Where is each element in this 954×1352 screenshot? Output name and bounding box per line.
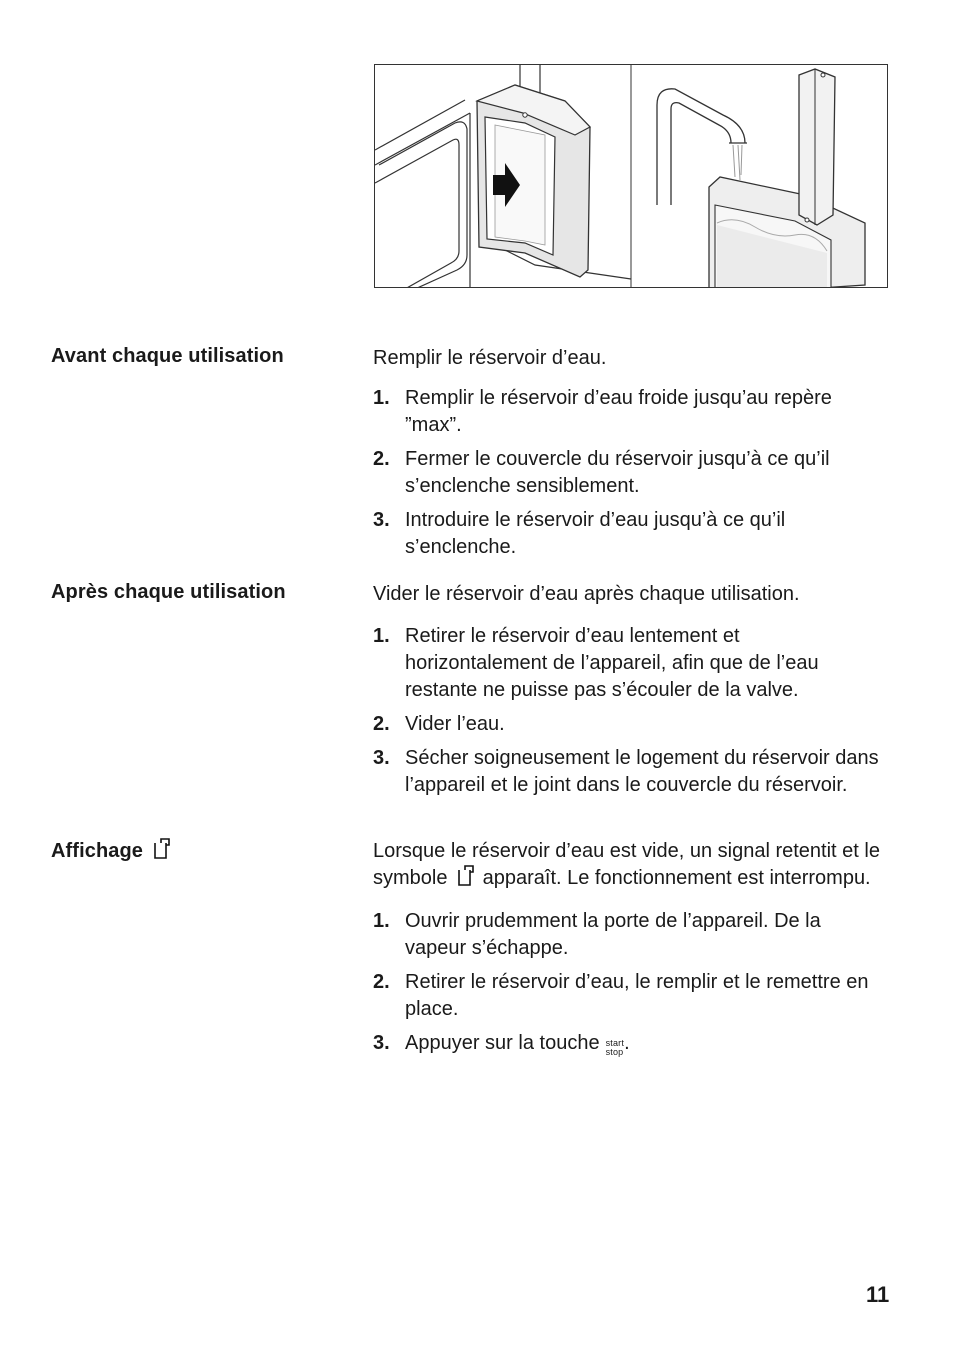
- step-text: Introduire le réservoir d’eau jusqu’à ce qu’il s’enclenche.: [405, 509, 786, 558]
- section-intro: Vider le réservoir d’eau après chaque utilisation.: [373, 583, 800, 605]
- step-number: 1.: [373, 910, 390, 932]
- step-number: 3.: [373, 747, 390, 769]
- water-tank-icon: [153, 838, 171, 866]
- section-content: [373, 581, 893, 799]
- section-label-text: Affichage: [51, 840, 144, 862]
- step-text: Appuyer sur la touche: [405, 1032, 600, 1054]
- list-item: [373, 711, 893, 738]
- step-number: 1.: [373, 387, 390, 409]
- intro-text-before: Lorsque le réservoir d’eau est vide, un signal retentit et le symbole: [373, 840, 880, 889]
- water-tank-illustration: [375, 65, 888, 288]
- list-item: [373, 1030, 893, 1057]
- section-content: [373, 345, 893, 561]
- section-intro: Remplir le réservoir d’eau.: [373, 347, 607, 369]
- section-label: Avant chaque utilisation: [51, 345, 284, 367]
- list-item: [373, 507, 845, 561]
- step-text: Fermer le couvercle du réservoir jusqu’à ce qu’il s’enclenche sensiblement.: [405, 448, 830, 497]
- step-text: Sécher soigneusement le logement du réservoir dans l’appareil et le joint dans le couvercle du réservoir.: [405, 747, 879, 796]
- step-number: 2.: [373, 713, 390, 735]
- step-text: Vider l’eau.: [405, 713, 505, 735]
- step-suffix: .: [624, 1032, 630, 1054]
- steps-list: [373, 623, 893, 799]
- section-content: [373, 838, 893, 1057]
- list-item: [373, 745, 883, 799]
- step-number: 2.: [373, 448, 390, 470]
- intro-text-after: apparaît. Le fonctionnement est interrompu.: [482, 867, 871, 889]
- step-text: Retirer le réservoir d’eau lentement et horizontalement de l’appareil, afin que de l’eau restante ne puisse pas s’écouler de la valve.: [405, 625, 819, 701]
- section-label: [51, 838, 171, 866]
- start-stop-icon: [606, 1039, 625, 1057]
- water-tank-icon: [457, 865, 475, 895]
- list-item: [373, 623, 883, 704]
- steps-list: [373, 385, 893, 561]
- start-label: start: [605, 1038, 625, 1048]
- steps-list: [373, 908, 893, 1057]
- list-item: [373, 908, 883, 962]
- page-number: 11: [866, 1282, 890, 1307]
- list-item: [373, 385, 883, 439]
- step-text: Remplir le réservoir d’eau froide jusqu’au repère ”max”.: [405, 387, 832, 436]
- step-text: Ouvrir prudemment la porte de l’appareil. De la vapeur s’échappe.: [405, 910, 821, 959]
- list-item: [373, 969, 895, 1023]
- step-number: 3.: [373, 509, 390, 531]
- section-intro: [373, 838, 883, 895]
- step-text: Retirer le réservoir d’eau, le remplir et le remettre en place.: [405, 971, 869, 1020]
- step-number: 2.: [373, 971, 390, 993]
- list-item: [373, 446, 883, 500]
- illustration-water-tank: [374, 64, 888, 288]
- step-number: 1.: [373, 625, 390, 647]
- stop-label: stop: [605, 1047, 624, 1057]
- step-number: 3.: [373, 1032, 390, 1054]
- section-label: Après chaque utilisation: [51, 581, 286, 603]
